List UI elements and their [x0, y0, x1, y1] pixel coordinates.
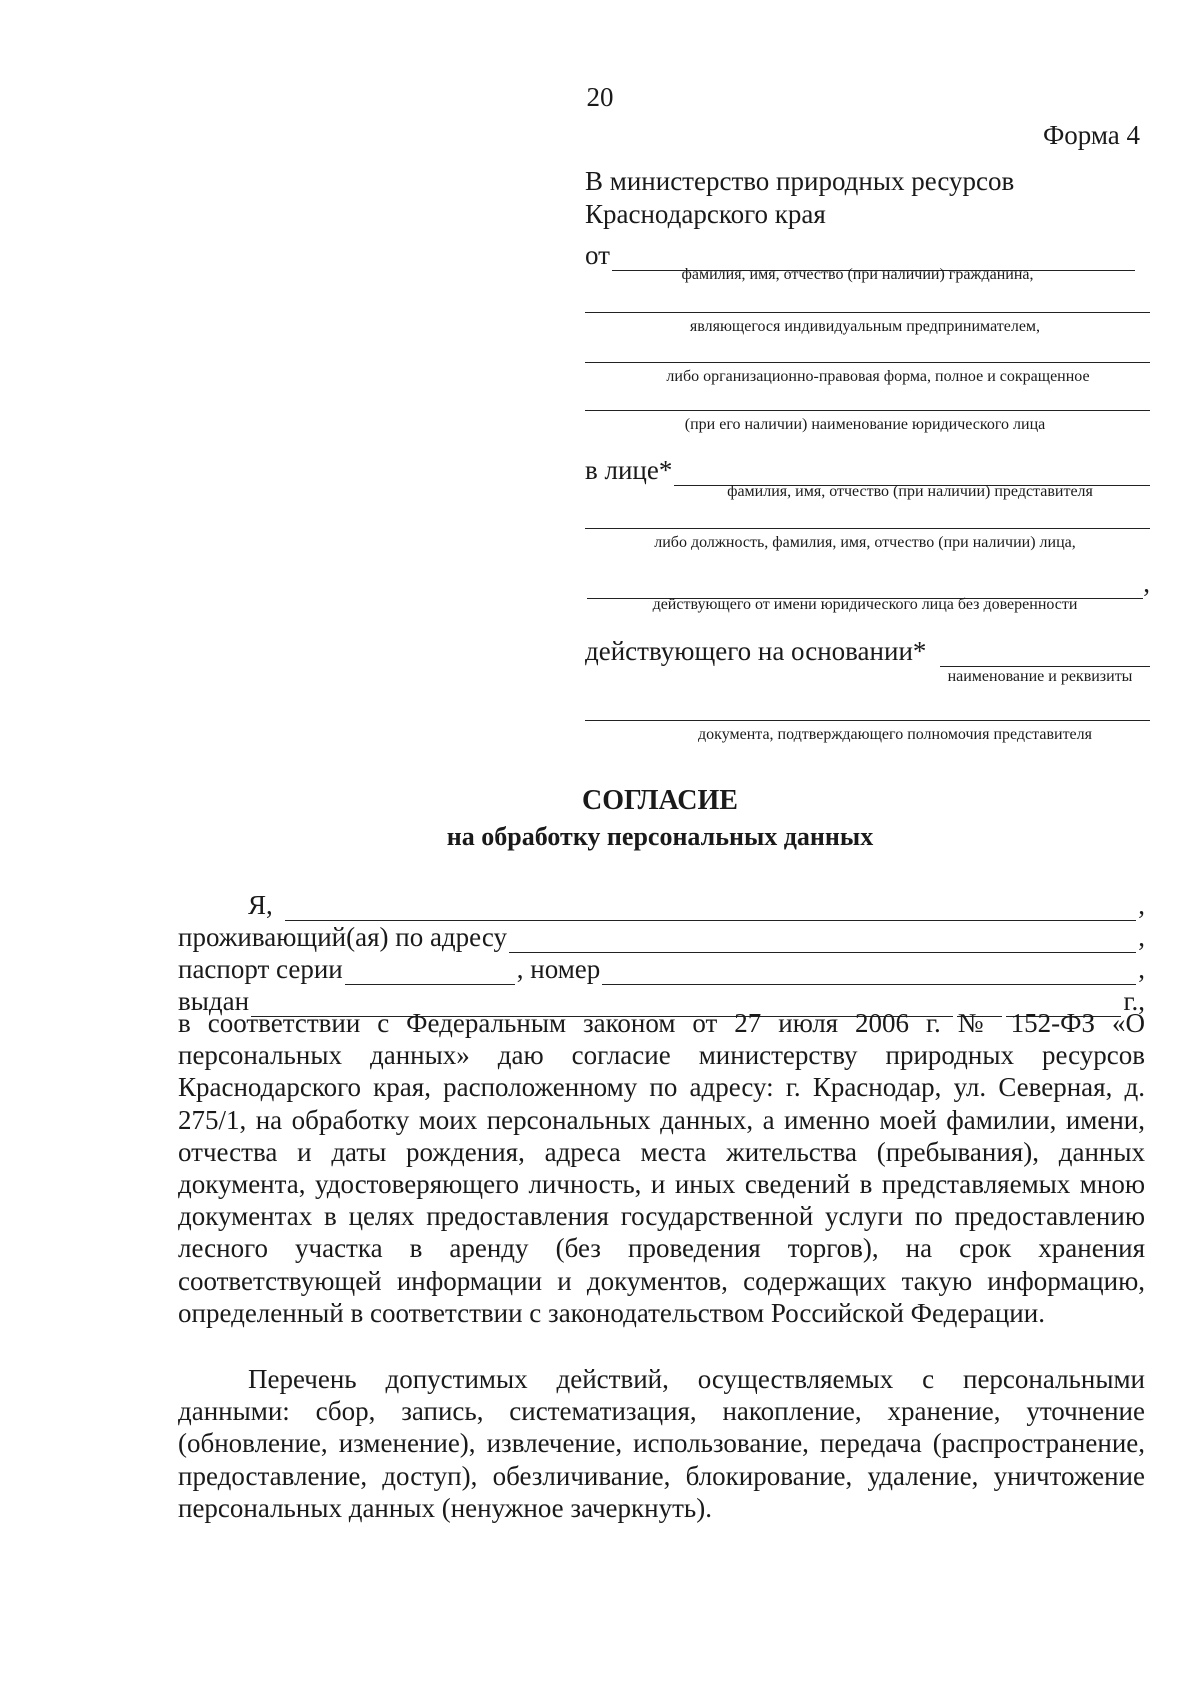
representative-comma: , — [1143, 568, 1150, 598]
from-input-line-2[interactable] — [585, 312, 1150, 313]
representative-input-line-2[interactable] — [585, 528, 1150, 529]
residing-label: проживающий(ая) по адресу — [178, 922, 507, 952]
consent-paragraph-2: Перечень допустимых действий, осуществляемых с персональными данными: сбор, запись, систематизация, накопление, хранение, уточнение (обновление, изменение), извлечение, использование, передача (распространение, предоставление, доступ), обезличивание, блокирование, удаление, уничтожение персональных данных (ненужное зачеркнуть). — [178, 1364, 1145, 1523]
consent-address-row — [178, 922, 1145, 953]
form-label: Форма 4 — [1042, 120, 1140, 150]
addressee-line-2: Краснодарского края — [585, 198, 826, 229]
passport-series-label: паспорт серии — [178, 954, 343, 984]
issued-label: выдан — [178, 986, 250, 1016]
full-name-input-line[interactable] — [285, 898, 1136, 921]
representative-label: в лице* — [585, 455, 673, 485]
addressee-block — [585, 165, 1145, 231]
basis-hint-1: наименование и реквизиты — [947, 668, 1133, 685]
addressee-line-1: В министерство природных ресурсов — [585, 166, 1015, 196]
from-label: от — [585, 240, 610, 270]
address-comma: , — [1138, 922, 1145, 952]
year-suffix: г., — [1123, 986, 1145, 1016]
passport-number-label: , номер — [516, 954, 601, 984]
representative-line-3-row — [585, 568, 1150, 599]
from-hint-1: фамилия, имя, отчество (при наличии) гражданина, — [681, 266, 1034, 283]
basis-field-row — [585, 636, 1150, 667]
representative-hint-1: фамилия, имя, отчество (при наличии) представителя — [727, 483, 1093, 500]
consent-name-row — [178, 890, 1145, 921]
from-hint-2: являющегося индивидуальным предпринимателем, — [689, 318, 1041, 335]
representative-field-row — [585, 455, 1150, 486]
consent-paragraph-1: в соответствии с Федеральным законом от 27 июля 2006 г. № 152-ФЗ «О персональных данных» даю согласие министерству природных ресурсов Краснодарского края, расположенному по адресу: г. Краснодар, ул. Северная, д. 275/1, на обработку моих персональных данных, а именно моей фамилии, имени, отчества и даты рождения, адреса места жительства (пребывания), данных документа, удостоверяющего личность, и иных сведений в представляемых мною документах в целях предоставления государственной услуги по предоставлению лесного участка в аренду (без проведения торгов), на срок хранения соответствующей информации и документов, содержащих такую информацию, определенный в соответствии с законодательством Российской Федерации. — [178, 1008, 1145, 1328]
passport-series-input-line[interactable] — [345, 962, 515, 985]
passport-comma: , — [1138, 954, 1145, 984]
from-input-line-3[interactable] — [585, 362, 1150, 363]
consent-subtitle: на обработку персональных данных — [446, 822, 874, 851]
representative-hint-2: либо должность, фамилия, имя, отчество (при наличии) лица, — [654, 534, 1076, 551]
from-hint-4: (при его наличии) наименование юридического лица — [684, 416, 1046, 433]
from-input-line-4[interactable] — [585, 410, 1150, 411]
basis-input-line-2[interactable] — [585, 720, 1150, 721]
i-label: Я, — [248, 890, 273, 920]
basis-hint-2: документа, подтверждающего полномочия представителя — [698, 726, 1092, 743]
consent-title: СОГЛАСИЕ — [582, 785, 738, 816]
address-input-line[interactable] — [509, 930, 1136, 953]
representative-hint-3: действующего от имени юридического лица без доверенности — [652, 596, 1078, 613]
basis-label: действующего на основании* — [585, 636, 927, 666]
page-number: 20 — [586, 82, 614, 112]
basis-input-line[interactable] — [940, 644, 1150, 667]
from-hint-3: либо организационно-правовая форма, полное и сокращенное — [666, 368, 1090, 385]
passport-number-input-line[interactable] — [602, 962, 1136, 985]
name-comma: , — [1138, 890, 1145, 920]
consent-passport-row — [178, 954, 1145, 985]
